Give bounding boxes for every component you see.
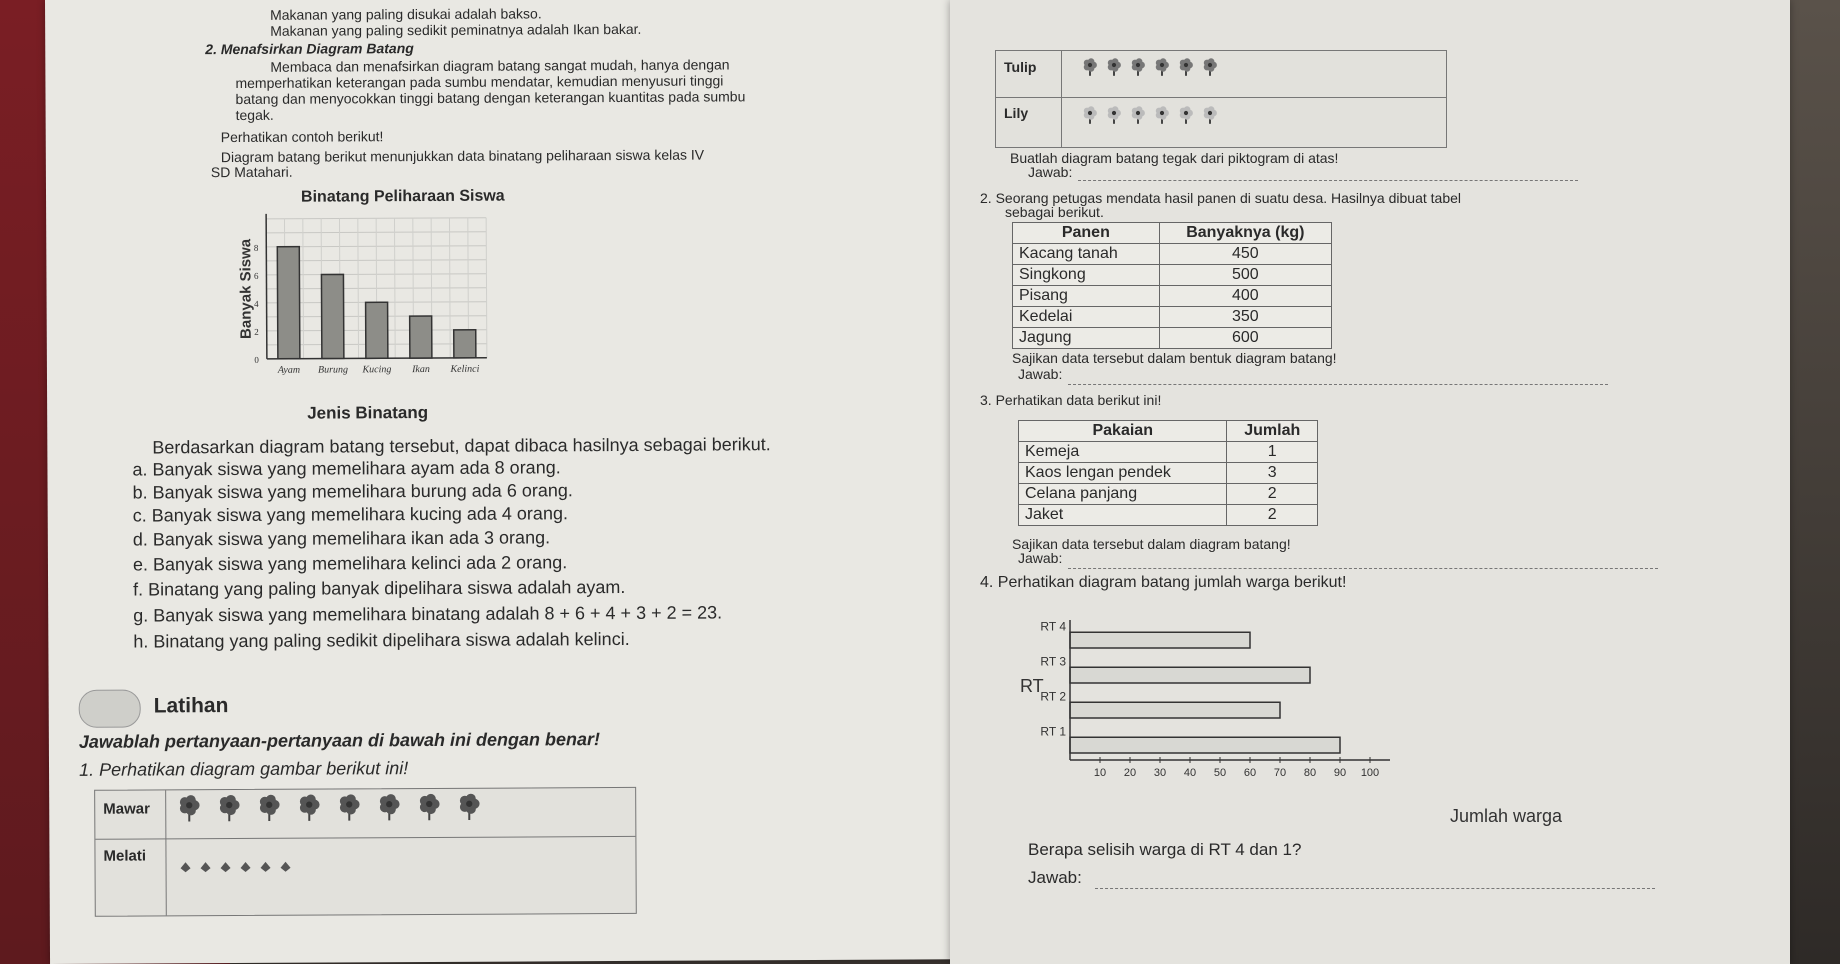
para-line-4: tegak.	[235, 106, 274, 124]
lily-icon	[1132, 106, 1145, 124]
tulip-icon	[1084, 58, 1097, 76]
rose-icon	[180, 795, 200, 821]
question-3: 3. Perhatikan data berikut ini!	[980, 392, 1162, 408]
cell-banyaknya: 400	[1159, 286, 1331, 307]
jasmine-icon	[261, 862, 271, 872]
table-row	[1013, 286, 1332, 307]
x-tick-label: Ikan	[412, 363, 430, 376]
picto-label-tulip: Tulip	[1004, 59, 1037, 75]
rt-category-label: RT 2	[1040, 689, 1066, 704]
bar-kelinci	[454, 330, 476, 358]
x-tick-label: Ayam	[277, 364, 301, 376]
rt-x-tick-label: 50	[1213, 767, 1227, 779]
y-tick-label: 8	[253, 242, 259, 253]
right-page	[950, 0, 1790, 964]
cell-panen: Kacang tanah	[1013, 244, 1160, 265]
jawab-2-label: Jawab:	[1018, 366, 1063, 382]
table-row	[1013, 328, 1332, 349]
table-row	[1019, 463, 1318, 484]
y-tick-label: 2	[254, 326, 259, 337]
x-tick-label: Burung	[317, 364, 348, 376]
rt-x-tick-label: 30	[1153, 767, 1167, 779]
bar-ayam	[277, 247, 300, 359]
chart-ylabel: Banyak Siswa	[237, 238, 255, 340]
cell-pakaian: Celana panjang	[1019, 484, 1227, 505]
result-b: b. Banyak siswa yang memelihara burung ada 6 orang.	[132, 480, 573, 503]
cell-banyaknya: 450	[1159, 244, 1331, 265]
lily-icon	[1084, 106, 1097, 124]
pet-bar-chart	[237, 197, 577, 414]
rose-icon	[420, 794, 440, 820]
para-line-2: memperhatikan keterangan pada sumbu mendatar, kemudian menyusuri tinggi	[235, 72, 724, 92]
cell-pakaian: Kemeja	[1019, 442, 1227, 463]
grid-line	[358, 218, 359, 358]
jasmine-icon	[201, 862, 211, 872]
rose-icon	[260, 795, 280, 821]
rt-x-tick-label: 70	[1273, 767, 1287, 779]
lily-icon	[1156, 106, 1169, 124]
jasmine-icon	[221, 862, 231, 872]
x-tick-label: Kucing	[362, 364, 392, 376]
table-panen	[1012, 222, 1332, 349]
result-e: e. Banyak siswa yang memelihara kelinci ada 2 orang.	[132, 552, 568, 575]
example-label: Perhatikan contoh berikut!	[220, 128, 384, 146]
table-row	[1019, 505, 1318, 526]
bar-rt-4	[1070, 632, 1250, 648]
question-2-cont: sebagai berikut.	[1005, 204, 1104, 220]
rose-icon	[220, 795, 240, 821]
rt-ylabel: RT	[1020, 676, 1044, 696]
rt-x-tick-label: 40	[1183, 767, 1197, 779]
latihan-title: Latihan	[153, 694, 229, 718]
rt-xlabel: Jumlah warga	[1450, 806, 1563, 826]
lily-icon	[1204, 106, 1217, 124]
table-row	[1019, 442, 1318, 463]
cell-banyaknya: 600	[1159, 328, 1331, 349]
cell-jumlah: 1	[1227, 442, 1318, 463]
cell-pakaian: Jaket	[1019, 505, 1227, 526]
table-row	[1013, 244, 1332, 265]
picto-label-lily: Lily	[1004, 105, 1029, 121]
latihan-badge	[79, 690, 141, 728]
question-1: 1. Perhatikan diagram gambar berikut ini!	[78, 758, 409, 780]
tulip-icon	[1108, 58, 1121, 76]
y-tick-label: 4	[254, 298, 259, 309]
section-title: 2. Menafsirkan Diagram Batang	[205, 40, 414, 58]
picto-label-mawar: Mawar	[103, 800, 150, 818]
latihan-instruction: Jawablah pertanyaan-pertanyaan di bawah ini dengan benar!	[78, 729, 601, 752]
th-jumlah: Jumlah	[1227, 421, 1318, 442]
question-4: 4. Perhatikan diagram batang jumlah warga berikut!	[980, 574, 1347, 591]
th-pakaian: Pakaian	[1019, 421, 1227, 442]
table-row	[1013, 265, 1332, 286]
rt-category-label: RT 4	[1040, 619, 1066, 634]
jasmine-icon	[241, 862, 251, 872]
tulip-icon	[1204, 58, 1217, 76]
table-pakaian	[1018, 420, 1318, 526]
tulip-icon	[1132, 58, 1145, 76]
pictogram-mawar-melati	[94, 787, 637, 917]
bar-kucing	[366, 302, 388, 358]
result-f: f. Binatang yang paling banyak dipelihara siswa adalah ayam.	[133, 576, 626, 600]
grid-line	[486, 218, 487, 358]
cell-banyaknya: 500	[1159, 265, 1331, 286]
jawab-3-label: Jawab:	[1018, 550, 1063, 566]
rose-icon	[340, 794, 360, 820]
rt-x-tick-label: 80	[1303, 767, 1317, 779]
cell-panen: Jagung	[1013, 328, 1160, 349]
mawar-icons	[175, 795, 505, 833]
pictogram-tulip-lily	[995, 50, 1447, 148]
rose-icon	[460, 794, 480, 820]
picto2-instruction: Buatlah diagram batang tegak dari piktogram di atas!	[1010, 150, 1339, 166]
rose-icon	[300, 794, 320, 820]
bar-ikan	[410, 316, 432, 358]
lily-icons	[1076, 107, 1236, 137]
x-tick-label: Kelinci	[450, 363, 480, 375]
rt-x-tick-label: 90	[1333, 767, 1347, 779]
answer-line-2[interactable]	[1068, 384, 1608, 385]
para-line-3: batang dan menyocokkan tinggi batang dengan keterangan kuantitas pada sumbu	[235, 88, 746, 108]
cell-panen: Singkong	[1013, 265, 1160, 286]
table-row	[1013, 307, 1332, 328]
example-desc-1: Diagram batang berikut menunjukkan data binatang peliharaan siswa kelas IV	[220, 146, 705, 166]
melati-icons	[175, 853, 435, 880]
rt-x-tick-label: 20	[1123, 767, 1137, 779]
example-desc-2: SD Matahari.	[210, 163, 293, 181]
bar-rt-3	[1070, 667, 1310, 683]
th-banyaknya: Banyaknya (kg)	[1159, 223, 1331, 244]
rt-bar-chart	[1020, 610, 1580, 830]
answer-line-3[interactable]	[1068, 568, 1658, 569]
jasmine-icon	[281, 862, 291, 872]
rt-x-tick-label: 10	[1093, 767, 1107, 779]
result-a: a. Banyak siswa yang memelihara ayam ada 8 orang.	[132, 457, 561, 480]
results-intro: Berdasarkan diagram batang tersebut, dapat dibaca hasilnya sebagai berikut.	[152, 434, 771, 458]
jawab-4-label: Jawab:	[1028, 868, 1082, 887]
picto-label-melati: Melati	[103, 847, 147, 865]
grid-line	[449, 218, 450, 358]
y-tick-label: 0	[254, 354, 259, 365]
th-panen: Panen	[1013, 223, 1160, 244]
grid-line	[303, 219, 304, 359]
bar-rt-1	[1070, 737, 1340, 753]
tulip-icon	[1180, 58, 1193, 76]
cell-pakaian: Kaos lengan pendek	[1019, 463, 1227, 484]
result-h: h. Binatang yang paling sedikit dipelihara siswa adalah kelinci.	[133, 628, 630, 652]
cell-jumlah: 2	[1227, 505, 1318, 526]
answer-line-4[interactable]	[1095, 888, 1655, 889]
rt-category-label: RT 1	[1040, 724, 1066, 739]
result-c: c. Banyak siswa yang memelihara kucing ada 4 orang.	[132, 503, 568, 526]
bar-rt-2	[1070, 702, 1280, 718]
rt-category-label: RT 3	[1040, 654, 1066, 669]
chart-xlabel: Jenis Binatang	[307, 402, 429, 423]
jasmine-icon	[181, 862, 191, 872]
q4-question: Berapa selisih warga di RT 4 dan 1?	[1028, 840, 1302, 859]
cell-jumlah: 2	[1227, 484, 1318, 505]
bar-burung	[321, 274, 343, 358]
cell-panen: Kedelai	[1013, 307, 1160, 328]
rt-x-tick-label: 60	[1243, 767, 1257, 779]
cell-jumlah: 3	[1227, 463, 1318, 484]
tulip-icons	[1076, 59, 1236, 91]
lily-icon	[1180, 106, 1193, 124]
grid-line	[394, 218, 395, 358]
para-line-1: Membaca dan menafsirkan diagram batang sangat mudah, hanya dengan	[270, 56, 730, 75]
intro-line-2: Makanan yang paling sedikit peminatnya adalah Ikan bakar.	[270, 20, 642, 39]
q3-instruction: Sajikan data tersebut dalam diagram batang!	[1012, 536, 1291, 552]
jawab-1-label: Jawab:	[1028, 164, 1073, 180]
result-d: d. Banyak siswa yang memelihara ikan ada 3 orang.	[132, 527, 551, 550]
cell-panen: Pisang	[1013, 286, 1160, 307]
answer-line-1[interactable]	[1078, 180, 1578, 181]
rose-icon	[380, 794, 400, 820]
cell-banyaknya: 350	[1159, 307, 1331, 328]
q2-instruction: Sajikan data tersebut dalam bentuk diagram batang!	[1012, 350, 1337, 366]
table-row	[1019, 484, 1318, 505]
chart-title-text: Binatang Peliharaan Siswa	[300, 187, 505, 206]
left-page	[45, 0, 980, 964]
intro-line-1: Makanan yang paling disukai adalah bakso.	[270, 5, 542, 23]
result-g: g. Banyak siswa yang memelihara binatang adalah 8 + 6 + 4 + 3 + 2 = 23.	[133, 602, 723, 626]
rt-x-tick-label: 100	[1360, 767, 1380, 779]
y-axis	[266, 214, 267, 359]
question-2: 2. Seorang petugas mendata hasil panen di suatu desa. Hasilnya dibuat tabel	[980, 190, 1462, 206]
lily-icon	[1108, 106, 1121, 124]
tulip-icon	[1156, 58, 1169, 76]
y-tick-label: 6	[253, 270, 259, 281]
